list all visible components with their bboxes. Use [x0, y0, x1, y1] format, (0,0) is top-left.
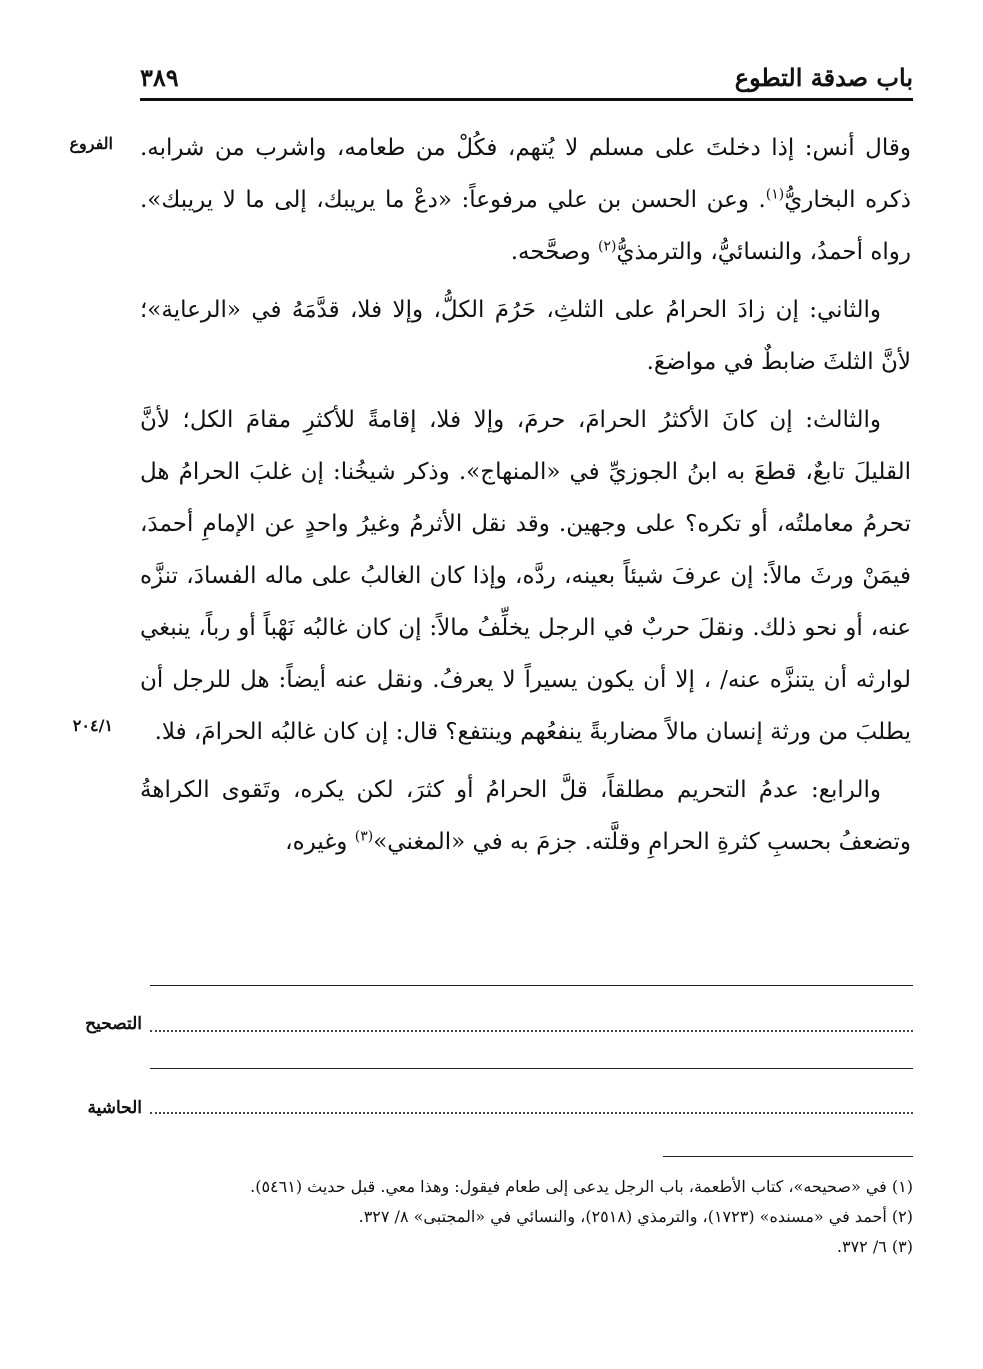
header-rule: [140, 98, 913, 101]
correction-label: التصحيح: [85, 1014, 142, 1034]
footnote-1: (١) في «صحيحه»، كتاب الأطعمة، باب الرجل يدعى إلى طعام فيقول: وهذا معي. قبل حديث (٥٤٦١).: [250, 1177, 913, 1196]
source-side-label: الفروع: [69, 134, 113, 153]
paragraph-4: والرابع: عدمُ التحريم مطلقاً، قلَّ الحرامُ أو كثرَ، لكن يكره، وتَقوى الكراهةُ وتضعفُ بحسبِ كثرةِ الحرامِ وقلَّته. جزمَ به في «المغني»$^{(٣)}$ وغيره،: [140, 777, 911, 855]
chapter-title: باب صدقة التطوع: [734, 62, 913, 92]
footnote-marker-1: (١): [765, 186, 785, 203]
volume-page-reference: ٢٠٤/١: [72, 716, 113, 735]
footnote-2: (٢) أحمد في «مسنده» (١٧٢٣)، والترمذي (٢٥١٨)، والنسائي في «المجتبى» ٨/ ٣٢٧.: [358, 1207, 913, 1226]
paragraph-1: وقال أنس: إذا دخلتَ على مسلم لا يُتهم، فكُلْ من طعامه، واشرب من شرابه. ذكره البخاريُّ$^{(١)}$. وعن الحسن بن علي مرفوعاً: «دعْ ما يريبك، إلى ما لا يريبك». رواه أحمدُ، والنسائيُّ، والترمذيُّ$^{(٢)}$ وصحَّحه.: [140, 135, 912, 265]
annotation-label: الحاشية: [87, 1098, 142, 1118]
text-end-rule: [150, 985, 913, 986]
correction-dotted-line: [150, 1030, 913, 1032]
page-header: [140, 60, 913, 94]
footnote-marker-3: (٣): [354, 828, 374, 845]
annotation-dotted-line: [150, 1112, 913, 1114]
paragraph-2: والثاني: إن زادَ الحرامُ على الثلثِ، حَرُمَ الكلُّ، وإلا فلا، قدَّمَهُ في «الرعاية»؛ لأنَّ الثلثَ ضابطٌ في مواضعَ.: [140, 297, 911, 375]
paragraph-3: والثالث: إن كانَ الأكثرُ الحرامَ، حرمَ، وإلا فلا، إقامةً للأكثرِ مقامَ الكل؛ لأنَّ القليلَ تابعٌ، قطعَ به ابنُ الجوزيِّ في «المنهاج». وذكر شيخُنا: إن غلبَ الحرامُ هل تحرمُ معاملتُه، أو تكره؟ على وجهين. وقد نقل الأثرمُ وغيرُ واحدٍ عن الإمامِ أحمدَ، فيمَنْ ورثَ مالاً: إن عرفَ شيئاً بعينه، ردَّه، وإذا كان الغالبُ على ماله الفسادَ، تنزَّه عنه، أو نحو ذلك. ونقلَ حربٌ في الرجل يخلِّفُ مالاً: إن كان غالبُه نَهْباً أو رباً، ينبغي لوارثه أن يتنزَّه عنه/ ، إلا أن يكون يسيراً لا يعرفُ. ونقل عنه أيضاً: هل للرجل أن يطلبَ من ورثة إنسان مالاً مضاربةً ينفعُهم وينتفع؟ قال: إن كان غالبُه الحرامَ، فلا.: [140, 407, 911, 745]
correction-rule: [150, 1068, 913, 1069]
page-number: ٣٨٩: [140, 62, 179, 92]
footnote-rule: [663, 1156, 913, 1157]
footnotes: [150, 1172, 913, 1262]
footnote-3: (٣) ٦/ ٣٧٢.: [836, 1237, 913, 1256]
footnote-marker-2: (٢): [598, 238, 617, 255]
main-text: [140, 122, 911, 874]
